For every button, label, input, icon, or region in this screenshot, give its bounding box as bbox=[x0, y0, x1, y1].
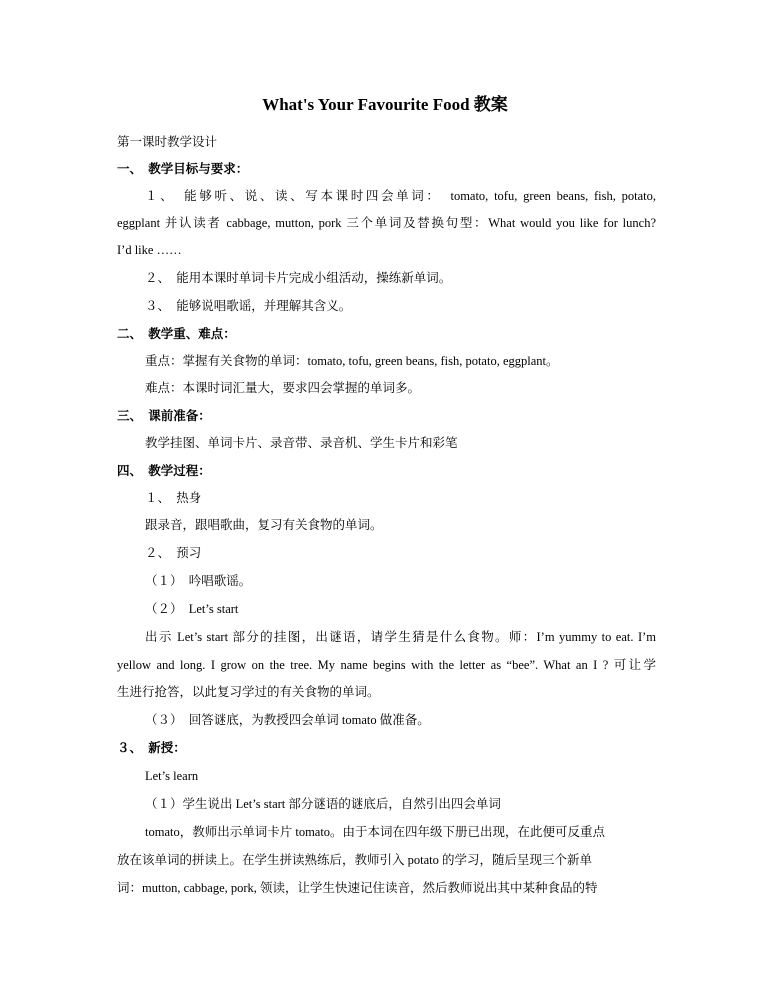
part1-item2: ２、 能用本课时单词卡片完成小组活动，操练新单词。 bbox=[145, 271, 452, 285]
step3-para-line1: tomato，教师出示单词卡片 tomato。由于本词在四年级下册已出现，在此便可反重点 bbox=[145, 825, 606, 839]
part3-heading: 三、 课前准备： bbox=[117, 409, 211, 423]
step3-title: ３、 新授： bbox=[117, 741, 186, 755]
step2-sub1: （１） 吟唱歌谣。 bbox=[145, 574, 252, 588]
section-label: 第一课时教学设计 bbox=[117, 135, 218, 149]
step2-para-line3: 生进行抢答，以此复习学过的有关食物的单词。 bbox=[117, 685, 380, 699]
step3-para-line3: 词：mutton, cabbage, pork, 领读，让学生快速记住读音，然后教师说出其中某种食品的特 bbox=[117, 881, 598, 895]
step2-sub2: （２） Let’s start bbox=[145, 602, 239, 616]
step3-sub1: （１）学生说出 Let’s start 部分谜语的谜底后，自然引出四会单词 bbox=[145, 797, 501, 811]
part1-item1-line3: I’d like …… bbox=[117, 243, 182, 257]
part2-key-point: 重点：掌握有关食物的单词：tomato, tofu, green beans, fish, potato, eggplant。 bbox=[145, 354, 559, 368]
step2-sub3: （３） 回答谜底，为教授四会单词 tomato 做准备。 bbox=[145, 713, 430, 727]
step1-text: 跟录音，跟唱歌曲，复习有关食物的单词。 bbox=[145, 518, 383, 532]
step3-para-line2: 放在该单词的拼读上。在学生拼读熟练后，教师引入 potato 的学习，随后呈现三个新单 bbox=[117, 853, 592, 867]
part3-materials: 教学挂图、单词卡片、录音带、录音机、学生卡片和彩笔 bbox=[145, 436, 458, 450]
step1-title: １、 热身 bbox=[145, 491, 202, 505]
part2-difficulty: 难点：本课时词汇量大，要求四会掌握的单词多。 bbox=[145, 381, 421, 395]
part1-item1-line2: eggplant 并认读者 cabbage, mutton, pork 三个单词及替换句型：What would you like for lunch? bbox=[117, 216, 656, 230]
step2-para-line1: 出示 Let’s start 部分的挂图，出谜语，请学生猜是什么食物。师：I’m yummy to eat. I’m bbox=[145, 630, 656, 644]
part2-heading: 二、 教学重、难点： bbox=[117, 327, 236, 341]
part1-heading: 一、 教学目标与要求： bbox=[117, 162, 249, 176]
step3-subtitle: Let’s learn bbox=[145, 769, 199, 783]
part1-item3: ３、 能够说唱歌谣，并理解其含义。 bbox=[145, 299, 352, 313]
document-title: What's Your Favourite Food 教案 bbox=[262, 95, 508, 114]
part4-heading: 四、 教学过程： bbox=[117, 464, 211, 478]
step2-title: ２、 预习 bbox=[145, 546, 202, 560]
part1-item1-line1: １、 能够听、说、读、写本课时四会单词： tomato, tofu, green beans, fish, potato, bbox=[145, 189, 656, 203]
step2-para-line2: yellow and long. I grow on the tree. My name begins with the letter as “bee”. What an I ? 可让学 bbox=[117, 658, 656, 672]
